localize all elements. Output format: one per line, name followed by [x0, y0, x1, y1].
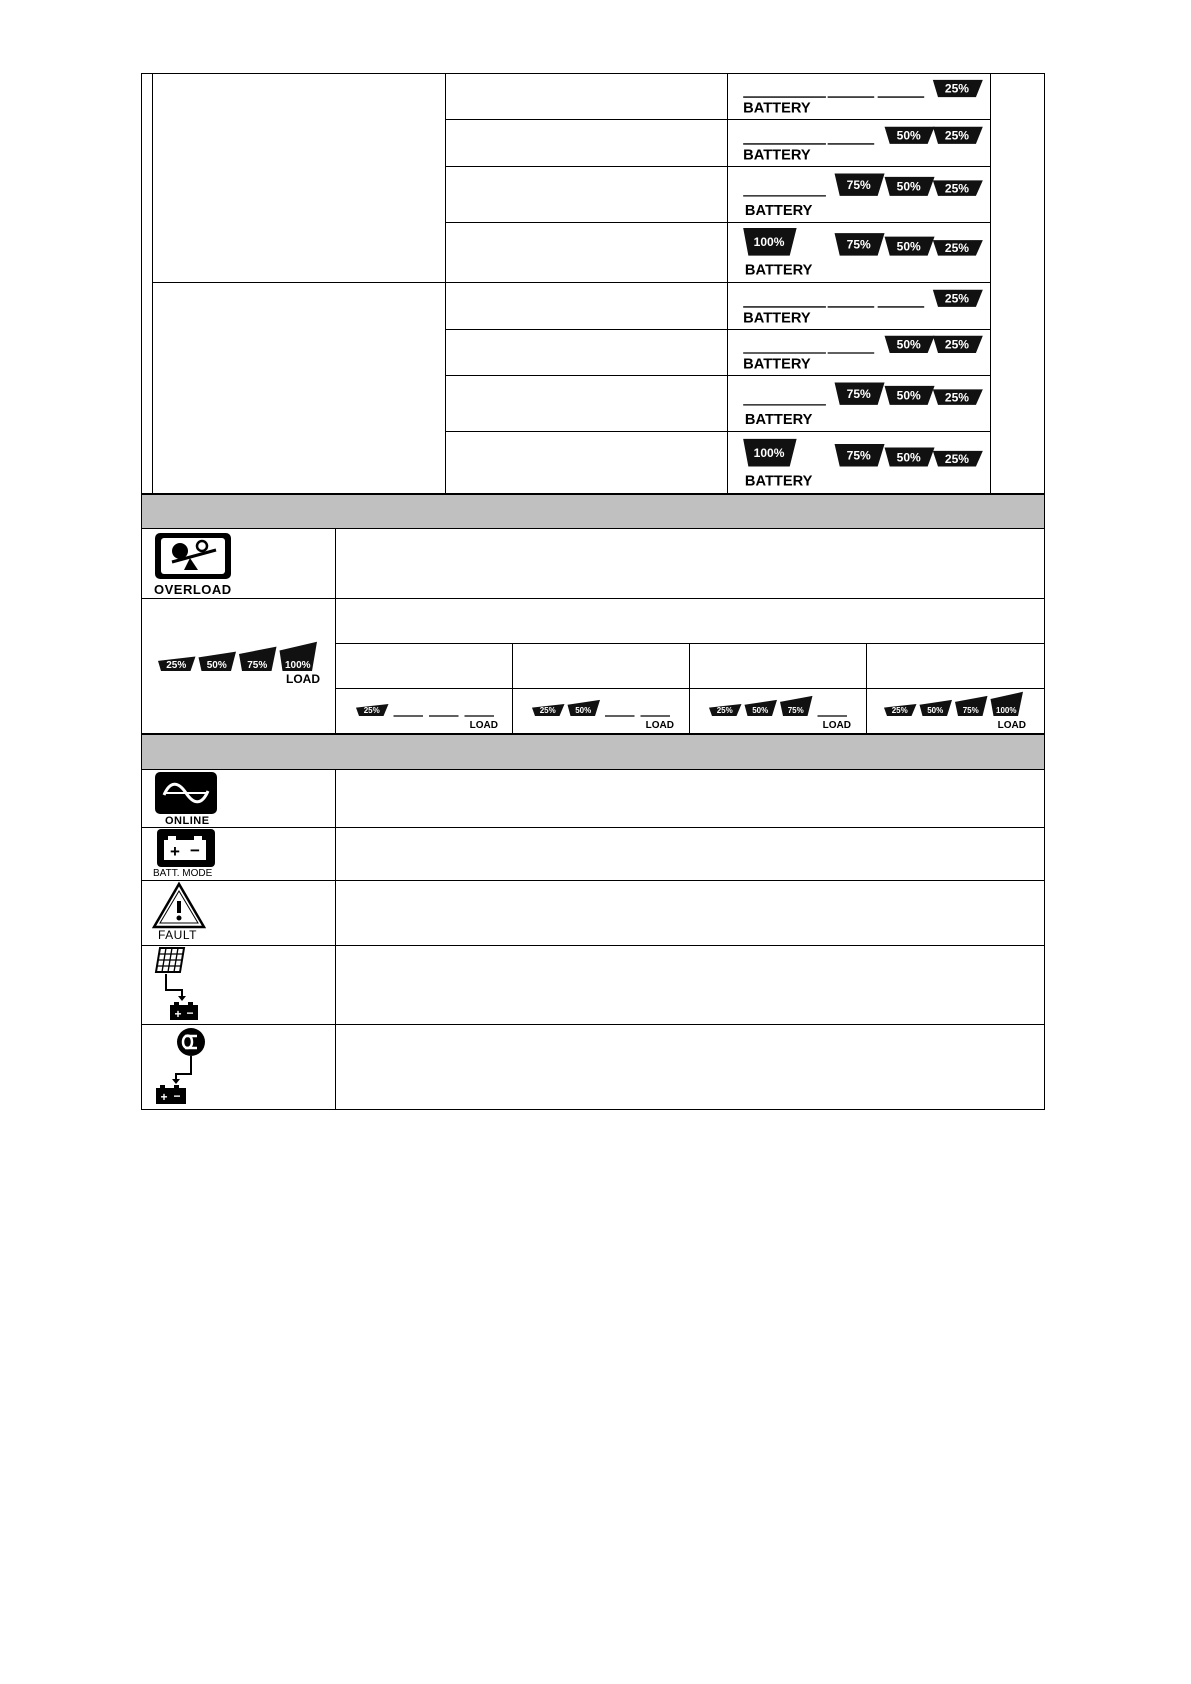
row-divider — [445, 329, 990, 330]
fault-icon — [152, 881, 206, 929]
column-divider — [512, 643, 513, 734]
battery-indicator — [738, 284, 988, 329]
overload-icon — [152, 530, 234, 582]
load-segment-label: 75% — [962, 706, 979, 715]
online-icon — [154, 771, 218, 815]
battery-indicator — [738, 76, 988, 119]
battery-segment-label: 25% — [944, 81, 970, 96]
row-divider — [445, 431, 990, 432]
load-segment-label: 25% — [166, 660, 187, 671]
load-segment-label: 75% — [247, 660, 268, 671]
battery-mode-label: BATT. MODE — [153, 868, 213, 879]
row-divider — [141, 769, 1045, 770]
battery-indicator — [738, 224, 988, 282]
battery-indicator — [738, 168, 988, 222]
battery-label: BATTERY — [743, 147, 811, 164]
battery-label: BATTERY — [743, 356, 811, 373]
row-divider — [141, 945, 1045, 946]
load-indicator-full — [154, 640, 324, 685]
load-segment-label: 50% — [206, 660, 227, 671]
battery-segment-label: 75% — [846, 448, 871, 463]
battery-segment-label: 25% — [944, 337, 970, 352]
table-divider — [152, 73, 153, 494]
load-label: LOAD — [286, 672, 320, 685]
battery-indicator — [738, 377, 988, 431]
battery-indicator — [738, 433, 988, 493]
load-label: LOAD — [469, 720, 498, 730]
battery-label: BATTERY — [744, 473, 813, 490]
mode-table — [141, 734, 1045, 1110]
load-segment-label: 50% — [575, 706, 592, 715]
battery-label: BATTERY — [744, 262, 813, 279]
svg-text:−: − — [186, 1006, 194, 1020]
svg-text:+: + — [160, 1090, 168, 1104]
overload-label: OVERLOAD — [154, 582, 232, 597]
battery-segment-label: 25% — [944, 128, 970, 143]
row-divider — [445, 375, 990, 376]
battery-segment-label: 25% — [944, 181, 970, 196]
load-segment-label: 25% — [891, 706, 908, 715]
column-divider — [866, 643, 867, 734]
solar-to-battery-icon — [152, 944, 212, 1022]
group-divider — [152, 282, 990, 283]
column-divider — [335, 769, 336, 1110]
battery-segment-label: 100% — [753, 235, 785, 250]
svg-text:+: + — [174, 1007, 182, 1021]
row-divider — [141, 827, 1045, 828]
battery-indicator — [738, 121, 988, 166]
battery-segment-label: 50% — [896, 128, 921, 143]
battery-segment-label: 50% — [896, 388, 921, 403]
row-divider — [335, 643, 1045, 644]
battery-segment-label: 75% — [846, 177, 871, 192]
row-divider — [335, 688, 1045, 689]
table-divider — [990, 73, 991, 494]
battery-label: BATTERY — [743, 310, 811, 327]
load-label: LOAD — [822, 720, 851, 730]
svg-text:−: − — [173, 1089, 181, 1103]
battery-label: BATTERY — [743, 100, 811, 117]
battery-segment-label: 50% — [896, 337, 921, 352]
battery-segment-label: 75% — [846, 386, 871, 401]
battery-segment-label: 100% — [753, 445, 785, 460]
ac-to-battery-icon — [152, 1024, 212, 1108]
row-divider — [141, 1024, 1045, 1025]
load-indicator-level — [705, 690, 855, 730]
load-segment-label: 25% — [716, 706, 733, 715]
row-divider — [141, 528, 1045, 529]
load-segment-label: 100% — [996, 706, 1017, 715]
load-label: LOAD — [997, 720, 1026, 730]
load-indicator-level — [880, 690, 1030, 730]
battery-segment-label: 25% — [944, 452, 970, 466]
load-segment-label: 25% — [363, 706, 380, 715]
row-divider — [445, 222, 990, 223]
svg-text:+: + — [170, 842, 180, 861]
battery-label: BATTERY — [744, 411, 813, 428]
battery-mode-icon — [156, 828, 216, 868]
row-divider — [141, 598, 1045, 599]
row-divider — [445, 166, 990, 167]
svg-text:−: − — [190, 841, 200, 860]
load-segment-label: 25% — [539, 706, 556, 715]
battery-segment-label: 75% — [846, 237, 871, 252]
load-segment-label: 100% — [284, 660, 311, 671]
battery-segment-label: 25% — [944, 291, 970, 306]
load-indicator-level — [352, 690, 502, 730]
battery-segment-label: 25% — [944, 390, 970, 405]
row-divider — [445, 119, 990, 120]
online-label: ONLINE — [165, 815, 210, 827]
row-divider — [141, 880, 1045, 881]
battery-indicator — [738, 331, 988, 375]
load-segment-label: 50% — [752, 706, 769, 715]
load-indicator-level — [528, 690, 678, 730]
load-segment-label: 50% — [927, 706, 944, 715]
battery-segment-label: 50% — [896, 239, 921, 254]
column-divider — [689, 643, 690, 734]
battery-label: BATTERY — [744, 202, 813, 219]
column-divider — [335, 528, 336, 734]
fault-label: FAULT — [158, 928, 197, 942]
battery-segment-label: 50% — [896, 179, 921, 194]
load-label: LOAD — [645, 720, 674, 730]
load-segment-label: 75% — [787, 706, 804, 715]
battery-segment-label: 50% — [896, 450, 921, 465]
battery-segment-label: 25% — [944, 241, 970, 256]
